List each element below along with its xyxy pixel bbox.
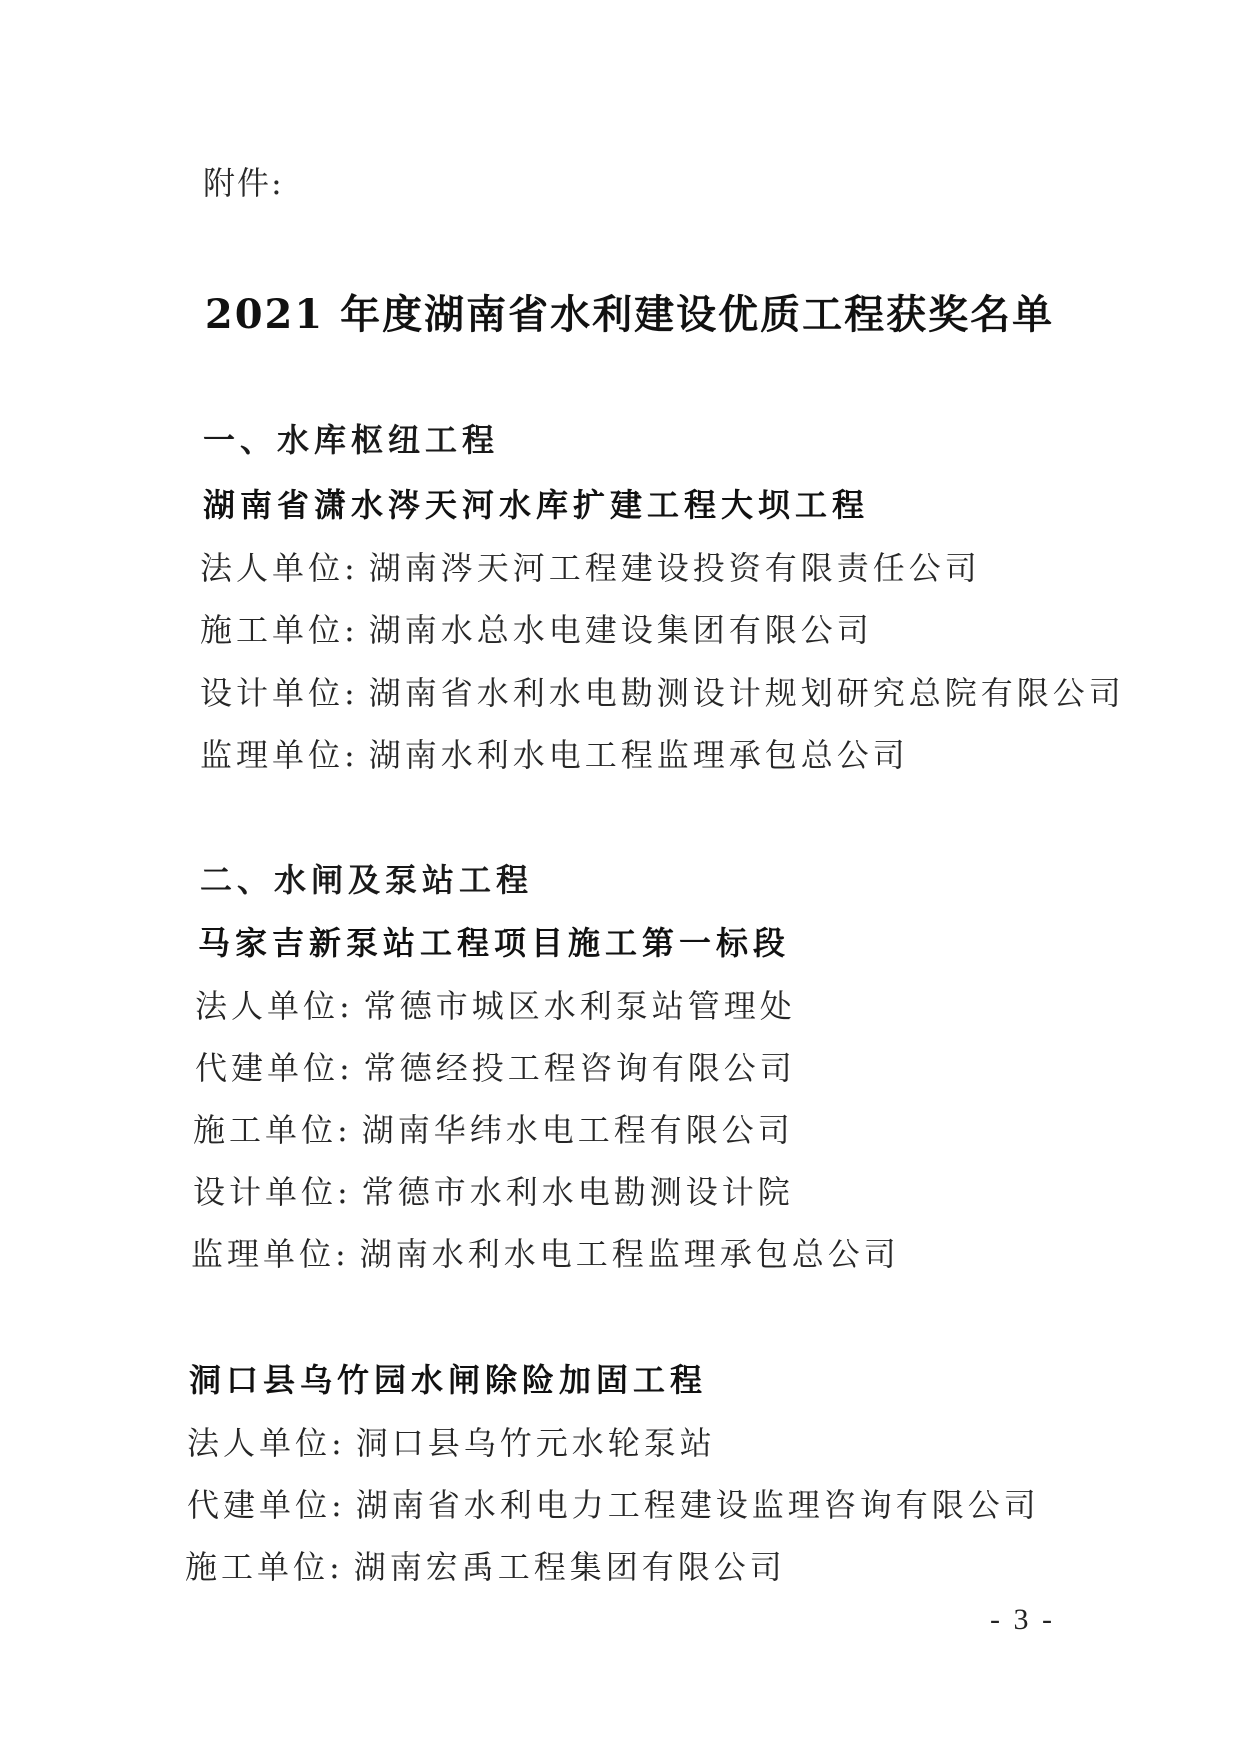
unit-role: 施工单位:	[200, 611, 359, 649]
unit-role: 施工单位:	[185, 1548, 344, 1586]
unit-row	[193, 1167, 794, 1213]
document-title: 2021 年度湖南省水利建设优质工程获奖名单	[204, 291, 1055, 338]
project-name: 洞口县乌竹园水闸除险加固工程	[189, 1361, 708, 1399]
unit-row	[195, 981, 796, 1027]
unit-value: 湖南宏禹工程集团有限公司	[353, 1548, 786, 1586]
unit-role: 法人单位:	[200, 549, 359, 587]
unit-row	[187, 1418, 716, 1464]
unit-value: 湖南华纬水电工程有限公司	[361, 1111, 794, 1149]
page-number: - 3 -	[990, 1603, 1055, 1636]
unit-role: 法人单位:	[195, 987, 354, 1025]
unit-role: 监理单位:	[191, 1235, 350, 1273]
unit-role: 设计单位:	[200, 674, 359, 712]
unit-row	[200, 543, 981, 589]
unit-value: 常德经投工程咨询有限公司	[363, 1049, 796, 1087]
unit-row	[200, 605, 873, 651]
project-name: 马家吉新泵站工程项目施工第一标段	[198, 924, 791, 962]
unit-row	[200, 668, 1125, 714]
unit-role: 施工单位:	[193, 1111, 352, 1149]
section-heading: 二、水闸及泵站工程	[200, 861, 534, 899]
unit-row	[191, 1229, 900, 1275]
unit-row	[187, 1480, 1040, 1526]
unit-row	[193, 1105, 794, 1151]
unit-value: 湖南省水利电力工程建设监理咨询有限公司	[355, 1486, 1040, 1524]
unit-role: 法人单位:	[187, 1424, 346, 1462]
unit-value: 湖南水利水电工程监理承包总公司	[359, 1235, 900, 1273]
unit-role: 设计单位:	[193, 1173, 352, 1211]
unit-role: 代建单位:	[187, 1486, 346, 1524]
unit-value: 常德市城区水利泵站管理处	[363, 987, 796, 1025]
unit-role: 代建单位:	[195, 1049, 354, 1087]
unit-value: 湖南涔天河工程建设投资有限责任公司	[368, 549, 981, 587]
unit-role: 监理单位:	[200, 736, 359, 774]
unit-value: 常德市水利水电勘测设计院	[361, 1173, 794, 1211]
attachment-label: 附件:	[203, 164, 284, 202]
unit-value: 洞口县乌竹元水轮泵站	[355, 1424, 716, 1462]
project-name: 湖南省潇水涔天河水库扩建工程大坝工程	[203, 486, 870, 524]
unit-row	[200, 730, 909, 776]
section-heading: 一、水库枢纽工程	[203, 421, 500, 459]
unit-row	[185, 1542, 786, 1588]
unit-value: 湖南水总水电建设集团有限公司	[368, 611, 873, 649]
unit-value: 湖南省水利水电勘测设计规划研究总院有限公司	[368, 674, 1125, 712]
unit-row	[195, 1043, 796, 1089]
unit-value: 湖南水利水电工程监理承包总公司	[368, 736, 909, 774]
